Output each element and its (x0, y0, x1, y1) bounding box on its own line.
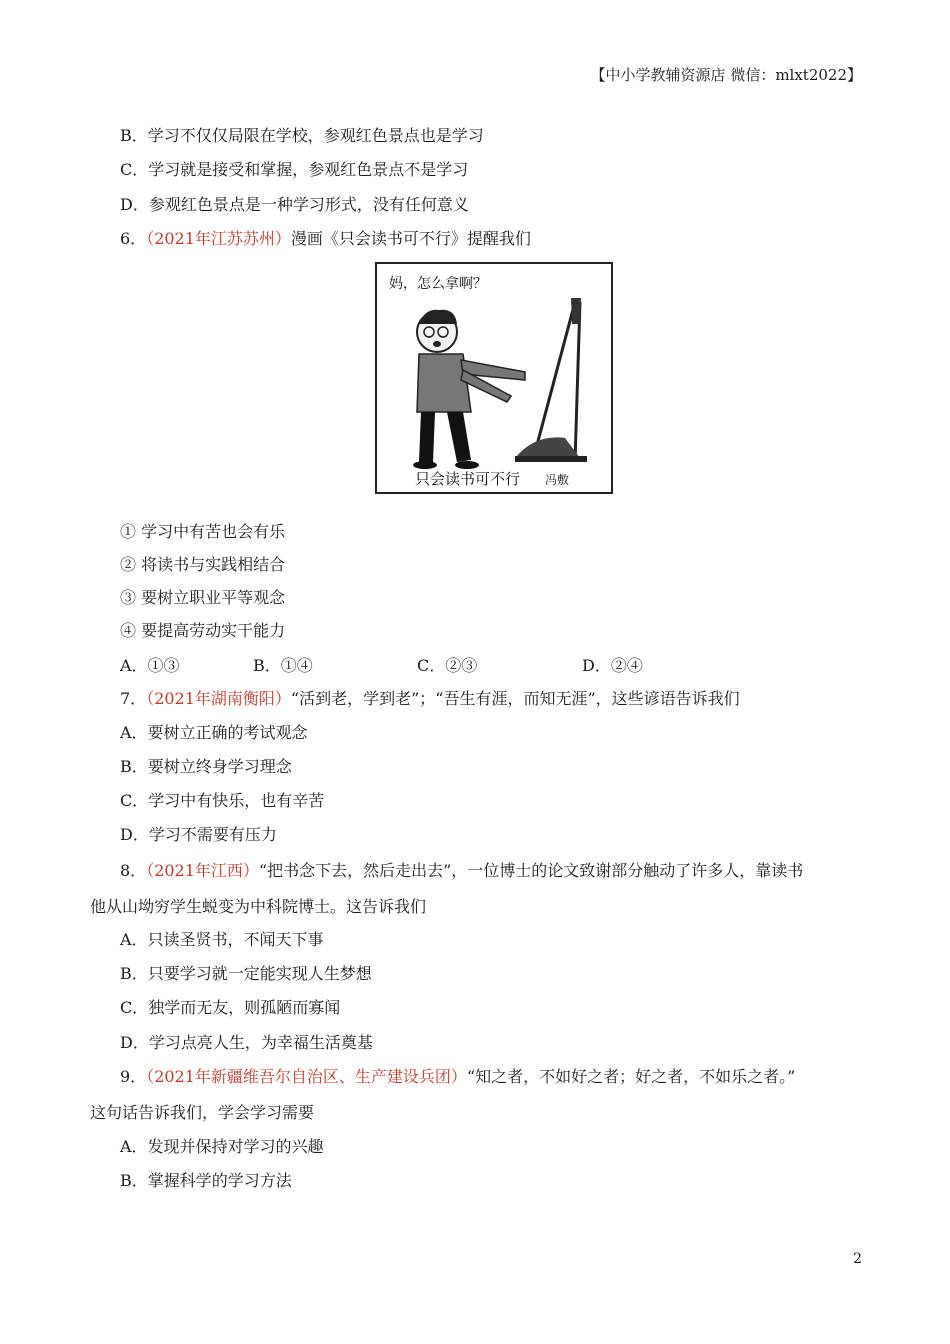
q8-stem-text: “把书念下去，然后走出去”，一位博士的论文致谢部分触动了许多人，靠读书 (258, 861, 804, 880)
q5-option-d: D．参观红色景点是一种学习形式，没有任何意义 (120, 195, 469, 214)
comic-illustration (375, 262, 613, 494)
q8-stem-line2: 他从山坳穷学生蜕变为中科院博士。这告诉我们 (90, 897, 427, 916)
q9-stem-line1 (120, 1067, 795, 1087)
q8-stem-line1 (120, 861, 803, 881)
q6-number: 6． (120, 229, 147, 248)
q7-source: （2021年湖南衡阳） (146, 689, 291, 708)
q6-option-b: B．①④ (253, 656, 313, 675)
q9-option-b: B．掌握科学的学习方法 (120, 1171, 292, 1190)
q7-stem-text: “活到老，学到老”；“吾生有涯，而知无涯”，这些谚语告诉我们 (290, 689, 740, 708)
q7-stem (120, 689, 740, 709)
q6-source: （2021年江苏苏州） (146, 229, 291, 248)
q5-option-c: C．学习就是接受和掌握，参观红色景点不是学习 (120, 160, 469, 179)
q5-option-b: B．学习不仅仅局限在学校，参观红色景点也是学习 (120, 126, 484, 145)
q8-number: 8． (120, 861, 147, 880)
q6-statement-1: ① 学习中有苦也会有乐 (120, 522, 286, 541)
q8-option-b: B．只要学习就一定能实现人生梦想 (120, 964, 372, 983)
q9-stem-line2: 这句话告诉我们，学会学习需要 (90, 1103, 315, 1122)
q9-option-a: A．发现并保持对学习的兴趣 (120, 1137, 324, 1156)
q8-option-c: C．独学而无友，则孤陋而寡闻 (120, 998, 341, 1017)
q6-option-d: D．②④ (582, 656, 643, 675)
q8-option-a: A．只读圣贤书，不闻天下事 (120, 930, 324, 949)
comic-author: 冯敷 (545, 473, 570, 487)
q6-option-c: C．②③ (417, 656, 478, 675)
q7-option-d: D．学习不需要有压力 (120, 825, 277, 844)
page-number: 2 (853, 1251, 862, 1267)
q9-number: 9． (120, 1067, 147, 1086)
q8-source: （2021年江西） (146, 861, 259, 880)
q6-stem-text: 漫画《只会读书可不行》提醒我们 (290, 229, 531, 248)
q6-statement-2: ② 将读书与实践相结合 (120, 555, 286, 574)
q7-option-a: A．要树立正确的考试观念 (120, 723, 308, 742)
q7-option-b: B．要树立终身学习理念 (120, 757, 292, 776)
q9-stem-text: “知之者，不如好之者；好之者，不如乐之者。” (466, 1067, 796, 1086)
comic-speech: 妈，怎么拿啊？ (389, 276, 487, 292)
q6-statement-3: ③ 要树立职业平等观念 (120, 588, 286, 607)
q7-number: 7． (120, 689, 147, 708)
q8-option-d: D．学习点亮人生，为幸福生活奠基 (120, 1033, 373, 1052)
q6-statement-4: ④ 要提高劳动实干能力 (120, 621, 286, 640)
comic-caption: 只会读书可不行 (415, 470, 521, 488)
q7-option-c: C．学习中有快乐，也有辛苦 (120, 791, 325, 810)
q6-option-a: A．①③ (120, 656, 180, 675)
q6-stem (120, 229, 531, 249)
page-header: 【中小学教辅资源店 微信：mlxt2022】 (590, 66, 862, 84)
q9-source: （2021年新疆维吾尔自治区、生产建设兵团） (146, 1067, 467, 1086)
